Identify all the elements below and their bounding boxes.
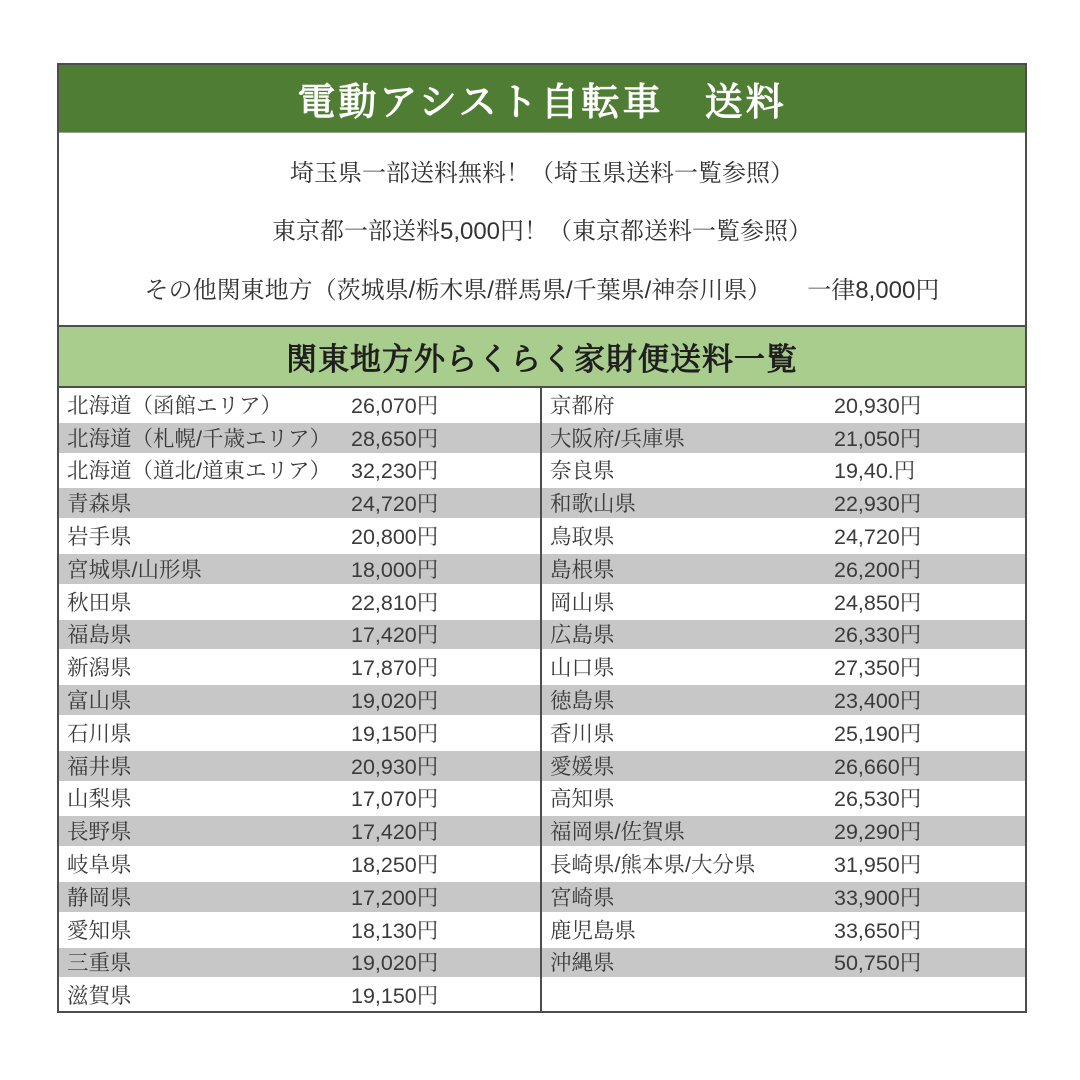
table-right-column [542,388,1025,1011]
region-cell: 島根県 [550,557,615,582]
price-cell: 50,750円 [834,951,922,976]
table-row [542,814,1025,847]
table-header-bar [59,325,1025,388]
table-row [542,847,1025,880]
region-cell: 福岡県/佐賀県 [550,820,685,845]
region-cell: 北海道（道北/道東エリア） [67,459,331,484]
region-cell: 大阪府/兵庫県 [550,426,685,451]
price-cell: 17,420円 [351,820,439,845]
price-cell: 26,530円 [834,787,922,812]
table-row [59,880,540,913]
price-cell: 22,810円 [351,590,439,615]
price-cell: 33,900円 [834,885,922,910]
region-cell: 鳥取県 [550,525,615,550]
price-cell: 28,650円 [351,426,439,451]
price-cell: 26,200円 [834,557,922,582]
region-cell: 沖縄県 [550,951,615,976]
table-row-empty [542,978,1025,1011]
price-cell: 19,020円 [351,951,439,976]
region-cell: 和歌山県 [550,492,637,517]
shipping-fee-table [59,388,1025,1011]
table-row [59,847,540,880]
price-cell: 17,420円 [351,623,439,648]
table-row [59,946,540,979]
table-row [542,946,1025,979]
table-row [59,814,540,847]
price-cell: 20,930円 [351,754,439,779]
price-cell: 24,720円 [834,525,922,550]
price-cell: 21,050円 [834,426,922,451]
region-cell: 広島県 [550,623,615,648]
region-cell: 京都府 [550,393,615,418]
price-cell: 23,400円 [834,689,922,714]
table-row [542,421,1025,454]
table-row [542,454,1025,487]
table-left-column [59,388,542,1011]
region-cell: 北海道（札幌/千歳エリア） [67,426,331,451]
region-cell: 山口県 [550,656,615,681]
price-cell: 20,800円 [351,525,439,550]
price-cell: 24,720円 [351,492,439,517]
table-row [542,618,1025,651]
region-cell: 青森県 [67,492,132,517]
region-cell: 徳島県 [550,689,615,714]
table-row [59,519,540,552]
table-row [59,650,540,683]
price-cell: 18,000円 [351,557,439,582]
price-cell: 18,250円 [351,853,439,878]
region-cell: 静岡県 [67,885,132,910]
region-cell: 宮崎県 [550,885,615,910]
intro-note-saitama: 埼玉県一部送料無料！（埼玉県送料一覧参照） [290,159,794,187]
table-row [59,913,540,946]
region-cell: 秋田県 [67,590,132,615]
price-cell: 29,290円 [834,820,922,845]
price-cell: 31,950円 [834,853,922,878]
region-cell: 石川県 [67,721,132,746]
table-row [59,978,540,1011]
table-row [59,782,540,815]
price-cell: 26,660円 [834,754,922,779]
price-cell: 19,150円 [351,721,439,746]
price-cell: 18,130円 [351,918,439,943]
region-cell: 長野県 [67,820,132,845]
region-cell: 香川県 [550,721,615,746]
table-row [59,716,540,749]
region-cell: 宮城県/山形県 [67,557,202,582]
price-cell: 19,150円 [351,984,439,1009]
table-row [542,716,1025,749]
table-row [59,585,540,618]
region-cell: 福島県 [67,623,132,648]
table-row [542,650,1025,683]
region-cell: 新潟県 [67,656,132,681]
page-title: 電動アシスト自転車 送料 [297,82,787,124]
region-cell: 岐阜県 [67,853,132,878]
price-cell: 17,870円 [351,656,439,681]
table-row [542,519,1025,552]
region-cell: 愛媛県 [550,754,615,779]
region-cell: 奈良県 [550,459,615,484]
region-cell: 鹿児島県 [550,918,637,943]
price-cell: 17,070円 [351,787,439,812]
table-row [542,388,1025,421]
region-cell: 三重県 [67,951,132,976]
table-row [59,749,540,782]
region-cell: 岡山県 [550,590,615,615]
price-cell: 27,350円 [834,656,922,681]
table-row [59,618,540,651]
intro-note-other-kanto: その他関東地方（茨城県/栃木県/群馬県/千葉県/神奈川県） 一律8,000円 [144,277,940,305]
table-title: 関東地方外らくらく家財便送料一覧 [286,342,798,377]
region-cell: 愛知県 [67,918,132,943]
table-row [542,749,1025,782]
table-row [542,552,1025,585]
table-row [542,880,1025,913]
price-cell: 24,850円 [834,590,922,615]
price-cell: 19,020円 [351,689,439,714]
table-row [542,683,1025,716]
table-row [59,454,540,487]
price-cell: 19,40.円 [834,459,916,484]
price-cell: 26,330円 [834,623,922,648]
intro-note-tokyo: 東京都一部送料5,000円！（東京都送料一覧参照） [271,218,813,246]
region-cell: 長崎県/熊本県/大分県 [550,853,756,878]
price-cell: 32,230円 [351,459,439,484]
price-cell: 22,930円 [834,492,922,517]
table-row [542,486,1025,519]
region-cell: 岩手県 [67,525,132,550]
region-cell: 福井県 [67,754,132,779]
table-row [59,486,540,519]
price-cell: 25,190円 [834,721,922,746]
table-row [59,683,540,716]
price-cell: 33,650円 [834,918,922,943]
region-cell: 北海道（函館エリア） [67,393,283,418]
table-row [59,421,540,454]
region-cell: 山梨県 [67,787,132,812]
region-cell: 高知県 [550,787,615,812]
table-row [59,388,540,421]
price-cell: 26,070円 [351,393,439,418]
table-row [59,552,540,585]
intro-notes [59,133,1025,325]
price-cell: 17,200円 [351,885,439,910]
table-row [542,585,1025,618]
region-cell: 滋賀県 [67,984,132,1009]
table-row [542,913,1025,946]
shipping-info-sheet [57,63,1027,1013]
title-bar [59,65,1025,133]
table-row [542,782,1025,815]
price-cell: 20,930円 [834,393,922,418]
region-cell: 富山県 [67,689,132,714]
